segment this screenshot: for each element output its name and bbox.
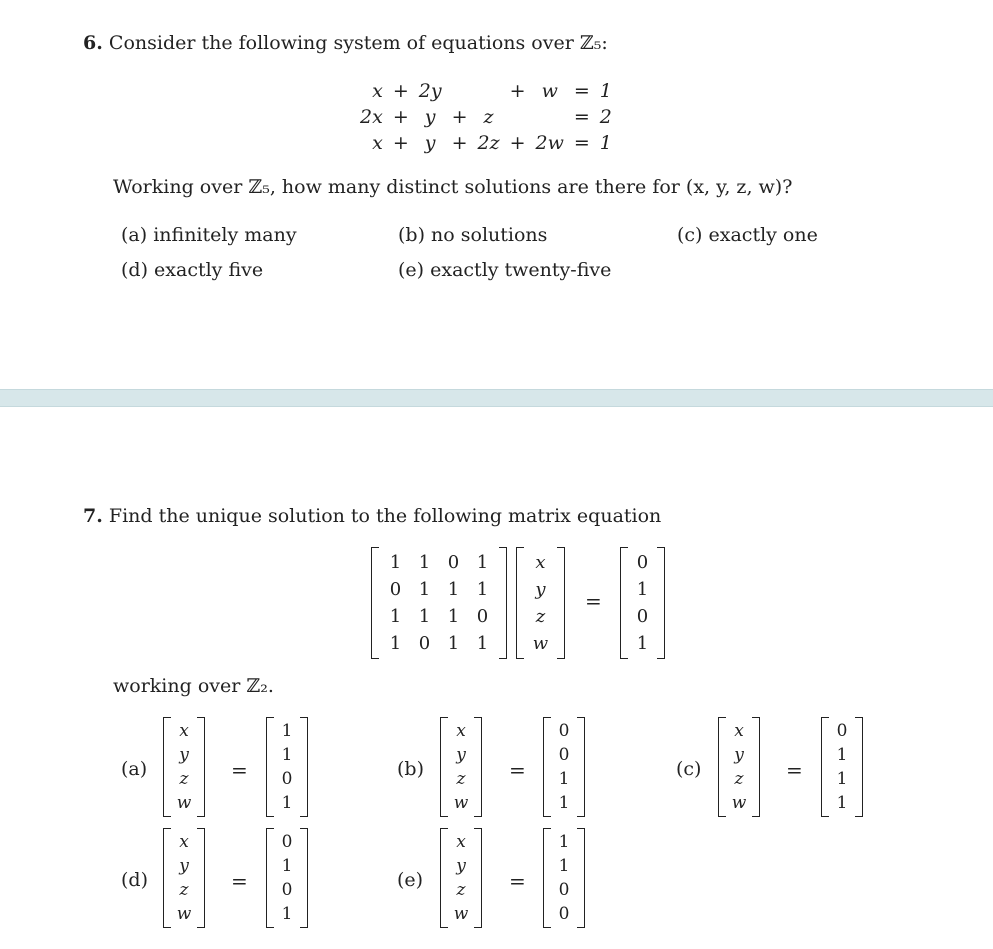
- q7-option-d-variables: x y z w: [163, 828, 205, 928]
- q7-option-b-variables: x y z w: [440, 717, 482, 817]
- q7-option-d-equals: =: [231, 869, 248, 893]
- equation-row: 2x + y + z = 2: [360, 106, 612, 128]
- q7-option-e-values[interactable]: 1 1 0 0: [543, 828, 585, 928]
- q7-heading: 7. Find the unique solution to the following matrix equation: [83, 505, 662, 527]
- q7-option-e-label[interactable]: (e): [397, 869, 424, 891]
- q6-option-b[interactable]: (b) no solutions: [398, 224, 548, 246]
- q7-option-a-equals: =: [231, 758, 248, 782]
- q7-option-b-equals: =: [509, 758, 526, 782]
- page-divider: [0, 389, 993, 407]
- q7-option-c-variables: x y z w: [718, 717, 760, 817]
- q7-variable-vector: x y z w: [516, 547, 565, 659]
- q6-question: Working over ℤ₅, how many distinct solutions are there for (x, y, z, w)?: [113, 176, 793, 198]
- q7-number: 7: [83, 505, 97, 527]
- q6-equation-system: [355, 78, 617, 156]
- q6-heading: 6. Consider the following system of equations over ℤ₅:: [83, 32, 608, 54]
- q6-option-c[interactable]: (c) exactly one: [677, 224, 818, 246]
- q6-prompt: Consider the following system of equations over ℤ₅:: [108, 32, 608, 54]
- q7-option-c-label[interactable]: (c): [676, 758, 702, 780]
- q7-option-a-label[interactable]: (a): [121, 758, 148, 780]
- q7-option-b-label[interactable]: (b): [397, 758, 424, 780]
- q7-prompt: Find the unique solution to the following matrix equation: [108, 505, 662, 527]
- q7-option-d-values[interactable]: 0 1 0 1: [266, 828, 308, 928]
- q7-option-b-values[interactable]: 0 0 1 1: [543, 717, 585, 817]
- equation-row: x + y + 2z + 2w = 1: [372, 132, 612, 154]
- q6-option-a[interactable]: (a) infinitely many: [121, 224, 297, 246]
- q7-option-e-equals: =: [509, 869, 526, 893]
- q7-equals-sign: =: [585, 589, 602, 613]
- q7-option-a-variables: x y z w: [163, 717, 205, 817]
- q6-option-d[interactable]: (d) exactly five: [121, 259, 264, 281]
- q6-number: 6: [83, 32, 97, 54]
- q7-rhs-vector: 0 1 0 1: [620, 547, 665, 659]
- q7-option-c-values[interactable]: 0 1 1 1: [821, 717, 863, 817]
- q7-working-over: working over ℤ₂.: [113, 675, 274, 697]
- q7-option-c-equals: =: [786, 758, 803, 782]
- q7-option-a-values[interactable]: 1 1 0 1: [266, 717, 308, 817]
- q7-option-e-variables: x y z w: [440, 828, 482, 928]
- equation-row: x + 2y + w = 1: [372, 80, 612, 102]
- q7-option-d-label[interactable]: (d): [121, 869, 148, 891]
- q7-coefficient-matrix: 1 1 0 1 0 1 1 1 1 1 1 0 1 0 1 1: [371, 547, 507, 659]
- q6-option-e[interactable]: (e) exactly twenty-five: [398, 259, 612, 281]
